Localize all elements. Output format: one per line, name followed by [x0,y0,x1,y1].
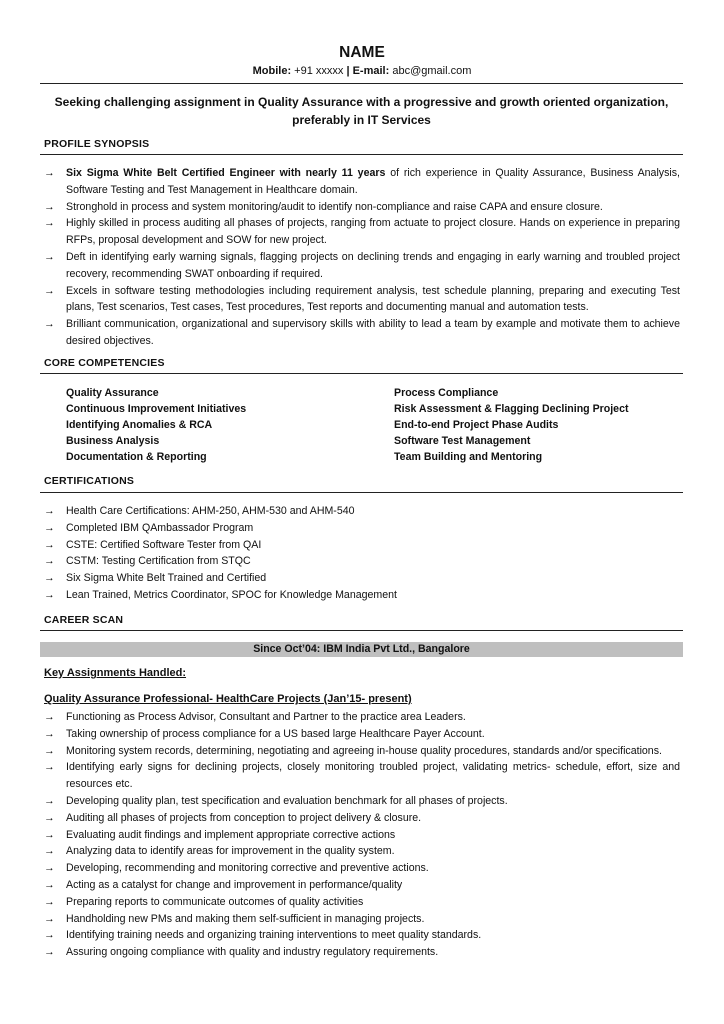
competencies-right-column [394,385,629,465]
arrow-icon: → [44,200,55,213]
arrow-icon: → [44,811,55,824]
competency-item: Team Building and Mentoring [394,451,543,463]
profile-item-text: Highly skilled in process auditing all phases of projects, ranging from actuate to project closure. Hands on experience in preparing RFPs, proposal development and SOW for new project. [66,217,680,247]
responsibilities-list [44,709,680,961]
profile-item [44,249,680,283]
responsibility-item [44,927,680,944]
competency-item: Software Test Management [394,435,531,447]
objective-statement [40,93,683,129]
arrow-icon: → [44,521,55,534]
responsibility-text: Functioning as Process Advisor, Consultant and Partner to the practice area Leaders. [66,711,466,723]
arrow-icon: → [44,895,55,908]
responsibility-item [44,709,680,726]
profile-item [44,165,680,199]
employer-banner: Since Oct’04: IBM India Pvt Ltd., Bangalore [40,642,683,657]
arrow-icon: → [44,588,55,601]
objective-line-1: Seeking challenging assignment in Quality Assurance with a progressive and growth oriented organization, [54,95,669,109]
arrow-icon: → [44,828,55,841]
arrow-icon: → [44,284,55,297]
certification-item [44,503,680,520]
contact-line [0,65,724,77]
arrow-icon: → [44,946,55,959]
competency-item: Continuous Improvement Initiatives [66,403,247,415]
arrow-icon: → [44,505,55,517]
competencies-left-column [66,385,246,465]
responsibility-item [44,911,680,928]
responsibility-item [44,810,680,827]
certification-item [44,587,680,604]
arrow-icon: → [44,744,55,757]
arrow-icon: → [44,711,55,723]
certification-item [44,520,680,537]
responsibility-text: Evaluating audit findings and implement appropriate corrective actions [66,828,396,841]
profile-item-text: Brilliant communication, organizational and supervisory skills with ability to lead a team by example and motivate them to achieve desired objectives. [66,318,680,347]
responsibility-text: Developing quality plan, test specification and evaluation benchmark for all phases of projects. [66,794,508,807]
responsibility-text: Auditing all phases of projects from conception to project delivery & closure. [66,811,422,824]
profile-item-text: Excels in software testing methodologies including requirement analysis, test schedule planning, preparing and executing Test plans, Test scenarios, Test cases, Test procedures, Test reports and documenting manual and automation tests. [66,284,680,314]
arrow-icon: → [44,318,55,331]
arrow-icon: → [44,727,55,740]
arrow-icon: → [44,862,55,875]
arrow-icon: → [44,538,55,551]
responsibility-text: Identifying early signs for declining projects, closely monitoring troubled project, validating metrics- schedule, effort, size and resources etc. [66,761,680,791]
certifications-list [44,503,680,604]
section-divider-profile [40,154,683,155]
responsibility-text: Acting as a catalyst for change and improvement in performance/quality [66,878,403,891]
certification-text: Completed IBM QAmbassador Program [66,521,254,534]
competency-item: Documentation & Reporting [66,451,207,463]
responsibility-text: Assuring ongoing compliance with quality and industry regulatory requirements. [66,946,439,959]
arrow-icon: → [44,167,55,179]
email-value: abc@gmail.com [392,65,472,77]
arrow-icon: → [44,555,55,568]
section-divider-career [40,630,683,631]
certification-text: Health Care Certifications: AHM-250, AHM-530 and AHM-540 [66,505,355,517]
responsibility-item [44,759,680,793]
contact-separator: | [346,65,350,77]
arrow-icon: → [44,572,55,585]
profile-item [44,316,680,350]
objective-line-2: preferably in IT Services [292,113,431,127]
arrow-icon: → [44,845,55,858]
mobile-label: Mobile: [252,65,292,77]
responsibility-item [44,860,680,877]
certification-text: Lean Trained, Metrics Coordinator, SPOC for Knowledge Management [66,588,397,601]
responsibility-text: Monitoring system records, determining, negotiating and agreeing in-house quality procedures, standards and/or specifications. [66,744,662,757]
profile-item-text: Stronghold in process and system monitoring/audit to identify non-compliance and raise CAPA and ensure closure. [66,200,603,213]
certification-item [44,537,680,554]
competency-item: End-to-end Project Phase Audits [394,419,559,431]
responsibility-item [44,743,680,760]
responsibility-text: Developing, recommending and monitoring corrective and preventive actions. [66,862,429,875]
section-divider-certifications [40,492,683,493]
profile-list [44,165,680,350]
section-title-certifications: CERTIFICATIONS [44,475,135,487]
responsibility-text: Preparing reports to communicate outcomes of quality activities [66,895,364,908]
profile-item [44,199,680,216]
candidate-name: NAME [339,44,385,61]
competency-item: Quality Assurance [66,387,159,399]
certification-text: Six Sigma White Belt Trained and Certified [66,572,267,585]
arrow-icon: → [44,250,55,263]
responsibility-item [44,843,680,860]
responsibility-item [44,944,680,961]
competency-item: Process Compliance [394,387,499,399]
profile-item-bold: Six Sigma White Belt Certified Engineer with nearly 11 years [66,167,386,179]
arrow-icon: → [44,929,55,942]
section-divider-competencies [40,373,683,374]
role-title: Quality Assurance Professional- HealthCare Projects (Jan’15- present) [44,693,412,705]
responsibility-item [44,827,680,844]
competency-item: Business Analysis [66,435,160,447]
certification-text: CSTE: Certified Software Tester from QAI [66,538,262,551]
responsibility-item [44,793,680,810]
header-divider [40,83,683,84]
responsibility-item [44,894,680,911]
arrow-icon: → [44,878,55,891]
certification-item [44,553,680,570]
profile-item-text: of rich experience in Quality Assurance, Business Analysis, Software Testing and Test Management in Healthcare domain. [66,167,680,196]
certification-item [44,570,680,587]
section-title-competencies: CORE COMPETENCIES [44,357,165,369]
responsibility-text: Identifying training needs and organizing training interventions to meet quality standards. [66,929,482,942]
key-assignments-label: Key Assignments Handled: [44,667,187,679]
profile-item [44,283,680,317]
responsibility-text: Handholding new PMs and making them self-sufficient in managing projects. [66,912,425,925]
arrow-icon: → [44,761,55,774]
profile-item-text: Deft in identifying early warning signals, flagging projects on declining trends and engaging in early warning and troubled project recovery, recommending SWAT onboarding if required. [66,250,680,280]
responsibility-item [44,877,680,894]
arrow-icon: → [44,217,55,230]
section-title-profile: PROFILE SYNOPSIS [44,138,150,150]
responsibility-text: Analyzing data to identify areas for improvement in the quality system. [66,845,395,858]
competency-item: Risk Assessment & Flagging Declining Project [394,403,629,415]
arrow-icon: → [44,912,55,925]
arrow-icon: → [44,794,55,807]
email-label: E-mail: [352,65,390,77]
mobile-value: +91 xxxxx [294,65,344,77]
section-title-career: CAREER SCAN [44,614,124,626]
competency-item: Identifying Anomalies & RCA [66,419,213,431]
responsibility-item [44,726,680,743]
certification-text: CSTM: Testing Certification from STQC [66,555,251,568]
profile-item [44,215,680,249]
responsibility-text: Taking ownership of process compliance for a US based large Healthcare Payer Account. [66,727,485,740]
